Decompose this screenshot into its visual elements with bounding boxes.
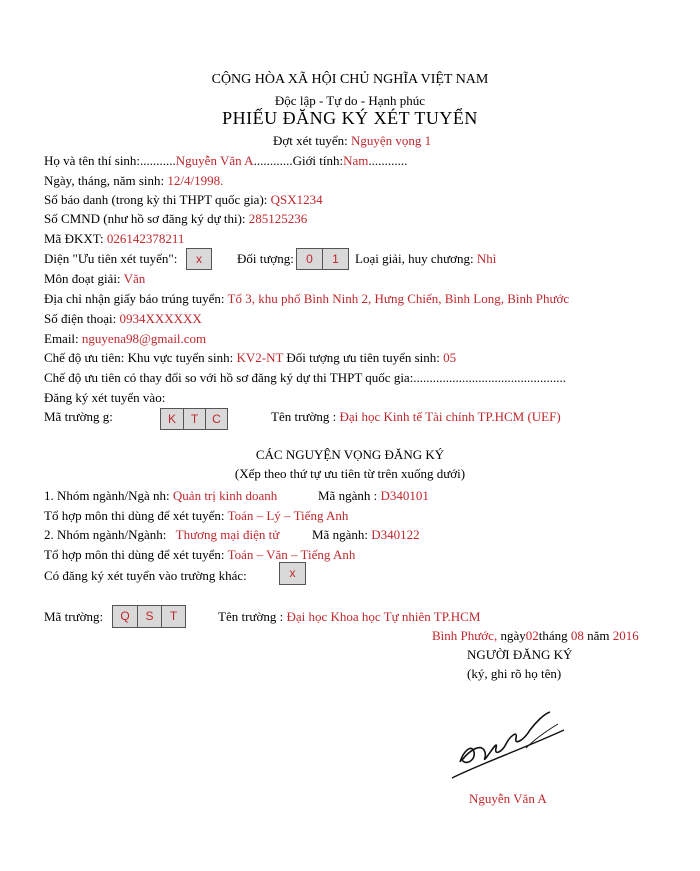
change-line: Chế độ ưu tiên có thay đổi so với hồ sơ đăng ký dự thi THPT quốc gia:............................................... bbox=[44, 370, 567, 385]
dob-value: 12/4/1998. bbox=[167, 173, 224, 188]
wish-1-code-value: D340101 bbox=[380, 488, 429, 503]
subject-value: Văn bbox=[123, 271, 146, 286]
phone-value: 0934XXXXXX bbox=[119, 311, 202, 326]
wish-2-code-label: Mã ngành: bbox=[312, 527, 368, 542]
wish-2-code-value: D340122 bbox=[371, 527, 420, 542]
phone-line bbox=[44, 311, 202, 327]
region-value: KV2-NT bbox=[236, 350, 284, 365]
wish-1-group-label: 1. Nhóm ngành/Ngà nh: bbox=[44, 488, 170, 503]
month-value: 08 bbox=[570, 628, 584, 643]
award-value: Nhì bbox=[476, 251, 497, 266]
wish-2-group-line bbox=[44, 527, 279, 543]
candidate-no-label: Số báo danh (trong kỳ thi THPT quốc gia): bbox=[44, 192, 268, 207]
object-digit-2: 1 bbox=[332, 252, 339, 266]
wishes-heading: CÁC NGUYỆN VỌNG ĐĂNG KÝ bbox=[255, 447, 445, 462]
year-value: 2016 bbox=[612, 628, 639, 643]
signer-note: (ký, ghi rõ họ tên) bbox=[467, 666, 562, 681]
wish-1-combo-value: Toán – Lý – Tiếng Anh bbox=[227, 508, 349, 523]
other-code-char-2: S bbox=[138, 606, 162, 627]
email-line bbox=[44, 331, 206, 347]
other-school-checkbox[interactable] bbox=[279, 562, 306, 585]
wish-1-combo-line bbox=[44, 508, 348, 524]
dob-line bbox=[44, 173, 223, 189]
other-school-label: Có đăng ký xét tuyển vào trường khác: bbox=[44, 568, 247, 583]
school-name-value: Đại học Kinh tế Tài chính TP.HCM (UEF) bbox=[339, 409, 561, 424]
address-line bbox=[44, 291, 569, 307]
form-title: PHIẾU ĐĂNG KÝ XÉT TUYỂN bbox=[222, 108, 478, 128]
id-value: 285125236 bbox=[248, 211, 308, 226]
wish-1-combo-label: Tổ hợp môn thi dùng để xét tuyển: bbox=[44, 508, 225, 523]
phone-label: Số điện thoại: bbox=[44, 311, 117, 326]
wish-2-code-line bbox=[312, 527, 420, 543]
other-code-label: Mã trường: bbox=[44, 609, 104, 624]
wish-1-group-line bbox=[44, 488, 277, 504]
dkxt-line bbox=[44, 231, 184, 247]
gender-value: Nam bbox=[343, 153, 369, 168]
subject-line bbox=[44, 271, 145, 287]
regime-label: Chế độ ưu tiên: Khu vực tuyển sinh: bbox=[44, 350, 234, 365]
priority-checkbox[interactable] bbox=[186, 248, 212, 270]
signer-title: NGƯỜI ĐĂNG KÝ bbox=[467, 647, 573, 662]
school-code-char-2: T bbox=[184, 409, 206, 429]
year-label: năm bbox=[587, 628, 610, 643]
date-place: Bình Phước, bbox=[432, 628, 498, 643]
dkxt-label: Mã ĐKXT: bbox=[44, 231, 104, 246]
dkxt-value: 026142378211 bbox=[106, 231, 185, 246]
wish-2-combo-line bbox=[44, 547, 355, 563]
other-code-char-1: Q bbox=[113, 606, 138, 627]
wish-2-combo-label: Tổ hợp môn thi dùng để xét tuyển: bbox=[44, 547, 225, 562]
school-code-boxes[interactable] bbox=[160, 408, 228, 430]
school-code-char-1: K bbox=[161, 409, 184, 429]
register-label: Đăng ký xét tuyển vào: bbox=[44, 390, 166, 405]
signature bbox=[440, 700, 580, 785]
school-code-label: Mã trường g: bbox=[44, 409, 113, 424]
gender-label: ............Giới tính: bbox=[253, 153, 344, 168]
id-line bbox=[44, 211, 307, 227]
other-code-boxes[interactable] bbox=[112, 605, 186, 628]
priority-object-value: 05 bbox=[443, 350, 457, 365]
school-name-line bbox=[271, 409, 561, 425]
priority-checkbox-mark: x bbox=[196, 252, 202, 266]
candidate-no-line bbox=[44, 192, 323, 208]
country-heading: CỘNG HÒA XÃ HỘI CHỦ NGHĨA VIỆT NAM bbox=[211, 72, 489, 87]
priority-object-label: Đối tượng ưu tiên tuyển sinh: bbox=[286, 350, 440, 365]
id-label: Số CMND (như hồ sơ đăng ký dự thi): bbox=[44, 211, 246, 226]
email-value: nguyena98@gmail.com bbox=[81, 331, 207, 346]
day-label: ngày bbox=[500, 628, 526, 643]
dob-label: Ngày, tháng, năm sinh: bbox=[44, 173, 165, 188]
round-line bbox=[273, 133, 431, 149]
date-line bbox=[432, 628, 639, 644]
wish-2-group-label: 2. Nhóm ngành/Ngành: bbox=[44, 527, 167, 542]
other-school-checkbox-mark: x bbox=[289, 566, 296, 580]
subject-label: Môn đoạt giải: bbox=[44, 271, 121, 286]
object-code-boxes[interactable] bbox=[296, 248, 349, 270]
other-code-char-3: T bbox=[169, 609, 178, 623]
wish-1-group-value: Quản trị kinh doanh bbox=[172, 488, 278, 503]
name-line bbox=[44, 153, 407, 169]
other-name-value: Đại học Khoa học Tự nhiên TP.HCM bbox=[286, 609, 481, 624]
wish-1-code-label: Mã ngành : bbox=[318, 488, 378, 503]
wish-2-combo-value: Toán – Văn – Tiếng Anh bbox=[227, 547, 356, 562]
award-line bbox=[355, 251, 496, 267]
signer-name: Nguyễn Văn A bbox=[469, 791, 547, 806]
other-name-label: Tên trường : bbox=[218, 609, 284, 624]
award-label: Loại giải, huy chương: bbox=[355, 251, 474, 266]
address-label: Địa chỉ nhận giấy báo trúng tuyển: bbox=[44, 291, 225, 306]
wish-1-code-line bbox=[318, 488, 429, 504]
email-label: Email: bbox=[44, 331, 79, 346]
wish-2-group-value: Thương mại điện tử bbox=[175, 527, 280, 542]
gender-tail: ............ bbox=[368, 153, 408, 168]
round-value: Nguyện vọng 1 bbox=[351, 133, 432, 148]
school-name-label: Tên trường : bbox=[271, 409, 337, 424]
object-label: Đối tượng: bbox=[237, 251, 294, 266]
priority-label: Diện "Ưu tiên xét tuyển": bbox=[44, 251, 178, 266]
name-value: Nguyễn Văn A bbox=[175, 153, 254, 168]
address-value: Tổ 3, khu phố Bình Ninh 2, Hưng Chiến, Bình Long, Bình Phước bbox=[227, 291, 570, 306]
round-label: Đợt xét tuyển: bbox=[273, 133, 348, 148]
name-label: Họ và tên thí sinh:........... bbox=[44, 153, 176, 168]
object-digit-1: 0 bbox=[297, 249, 323, 269]
regime-line bbox=[44, 350, 456, 366]
other-name-line bbox=[218, 609, 480, 625]
wishes-subheading: (Xếp theo thứ tự ưu tiên từ trên xuống dưới) bbox=[234, 466, 466, 481]
day-value: 02 bbox=[525, 628, 539, 643]
school-code-char-3: C bbox=[212, 412, 221, 426]
motto: Độc lập - Tự do - Hạnh phúc bbox=[274, 93, 426, 108]
candidate-no-value: QSX1234 bbox=[270, 192, 323, 207]
month-label: tháng bbox=[538, 628, 568, 643]
